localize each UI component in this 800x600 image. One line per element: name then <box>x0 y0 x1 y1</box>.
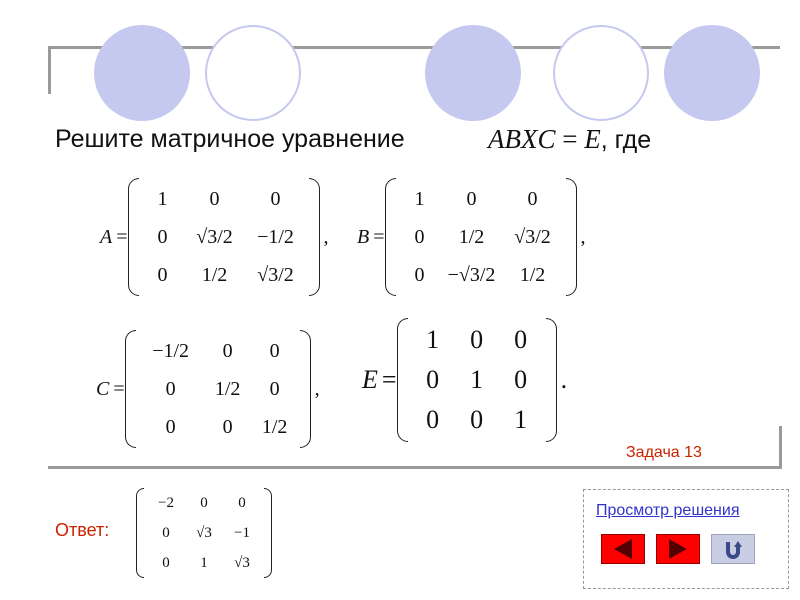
bottom-right-vertical-line <box>779 426 782 469</box>
matrix-c-body: −1/2 0 0 0 1/2 0 0 0 1/2 <box>125 330 311 448</box>
view-solution-link[interactable]: Просмотр решения <box>596 502 740 519</box>
answer-matrix-body: −2 0 0 0 √3 −1 0 1 √3 <box>136 488 272 578</box>
matrix-b-body: 1 0 0 0 1/2 √3/2 0 −√3/2 1/2 <box>385 178 577 296</box>
answer-matrix <box>136 488 272 578</box>
return-icon <box>721 537 745 561</box>
bottom-divider-line <box>48 466 782 469</box>
title-equation: ABXC = E, где <box>488 124 652 154</box>
return-button[interactable] <box>711 534 755 564</box>
answer-label: Ответ: <box>55 520 110 540</box>
matrix-a: A = 1 0 0 0 √3/2 −1/2 0 1/2 √3/2 , <box>100 178 329 296</box>
matrix-e-body: 1 0 0 0 1 0 0 0 1 <box>397 318 557 442</box>
matrix-e: E = 1 0 0 0 1 0 0 0 1 . <box>362 318 567 442</box>
task-number-label: Задача 13 <box>626 444 702 461</box>
decor-circle-5 <box>664 25 760 121</box>
decor-circle-3 <box>425 25 521 121</box>
matrix-c: C = −1/2 0 0 0 1/2 0 0 0 1/2 , <box>96 330 320 448</box>
matrix-a-body: 1 0 0 0 √3/2 −1/2 0 1/2 √3/2 <box>128 178 320 296</box>
top-left-vertical-line <box>48 46 51 94</box>
next-button[interactable] <box>656 534 700 564</box>
decor-circle-2 <box>205 25 301 121</box>
decor-circle-4 <box>553 25 649 121</box>
page-title: Решите матричное уравнение <box>55 125 405 153</box>
arrow-left-icon <box>614 539 632 559</box>
decor-circle-1 <box>94 25 190 121</box>
arrow-right-icon <box>669 539 687 559</box>
matrix-b: B = 1 0 0 0 1/2 √3/2 0 −√3/2 1/2 , <box>357 178 586 296</box>
prev-button[interactable] <box>601 534 645 564</box>
